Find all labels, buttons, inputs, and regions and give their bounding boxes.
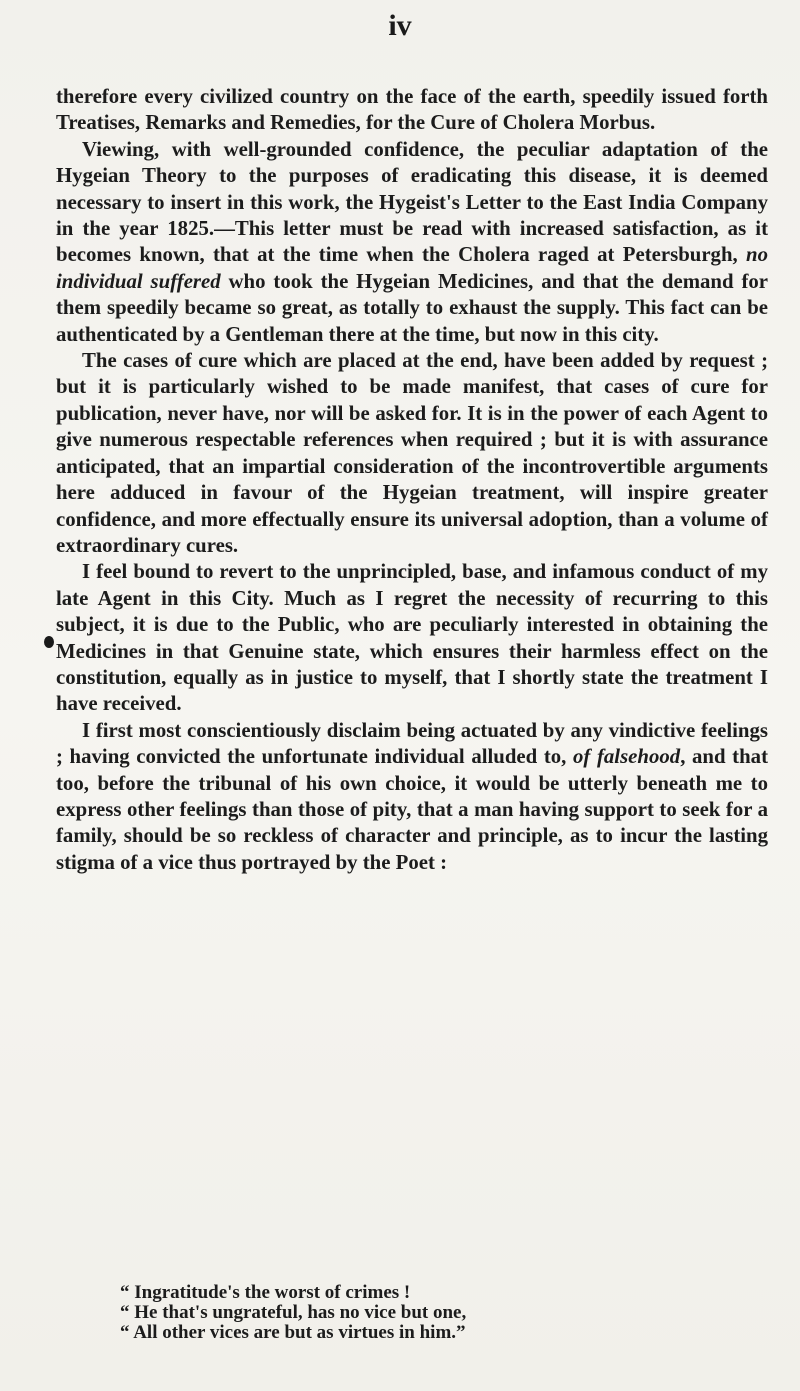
quote-line-1: “ Ingratitude's the worst of crimes ! <box>120 1282 411 1303</box>
paragraph-5-text-after: , and that too, before the tribunal of his own choice, it would be utterly beneath me to express other feelings than those of pity, that a man having support to seek for a family, should be so reckless of character and principle, as to incur the lasting stigma of a vice thus portrayed by the Poet : <box>56 745 768 874</box>
paragraph-4-text: I feel bound to revert to the unprincipled, base, and infamous conduct of my late Agent in this City. Much as I regret the necessity of recurring to this subject, it is due to the Public, who are peculiarly interested in obtaining the Medicines in that Genuine state, which ensures their harmless effect on the constitution, equally as in justice to myself, that I shortly state the treatment I have received. <box>56 560 768 716</box>
paragraph-2 <box>56 137 768 348</box>
quote-line-3: “ All other vices are but as virtues in him.” <box>120 1322 466 1343</box>
page-number: iv <box>388 9 412 42</box>
paragraph-4 <box>56 559 768 717</box>
paragraph-3 <box>56 348 768 559</box>
margin-mark <box>44 636 54 648</box>
quote-line-2: “ He that's ungrateful, has no vice but one, <box>120 1302 467 1323</box>
paragraph-2-text-after: who took the Hygeian Medicines, and that the demand for them speedily became so great, as totally to exhaust the supply. This fact can be authenticated by a Gentleman there at the time, but now in this city. <box>56 269 768 346</box>
body-text <box>56 84 768 876</box>
paragraph-5-emphasis: of falsehood <box>573 745 681 769</box>
paragraph-5-text-before: I first most conscientiously disclaim being actuated by any vindictive feelings ; having convicted the unfortunate individual alluded to, <box>56 718 768 769</box>
paragraph-1 <box>56 84 768 137</box>
paragraph-2-emphasis: no individual suffered <box>56 243 768 293</box>
paragraph-1-text: therefore every civilized country on the face of the earth, speedily issued forth Treatises, Remarks and Remedies, for the Cure of Cholera Morbus. <box>56 85 768 135</box>
paragraph-5 <box>56 718 768 876</box>
paragraph-2-text-before: Viewing, with well-grounded confidence, the peculiar adaptation of the Hygeian Theory to the purposes of eradicating this disease, it is deemed necessary to insert in this work, the Hygeist's Letter to the East India Company in the year 1825.—This letter must be read with increased satisfaction, as it becomes known, that at the time when the Cholera raged at Petersburgh, <box>56 137 768 267</box>
poet-quote <box>120 1283 680 1343</box>
paragraph-3-text: The cases of cure which are placed at the end, have been added by request ; but it is particularly wished to be made manifest, that cases of cure for publication, never have, nor will be asked for. It is in the power of each Agent to give numerous respectable references when required ; but it is with assurance anticipated, that an impartial consideration of the incontrovertible arguments here adduced in favour of the Hygeian treatment, will inspire greater confidence, and more effectually ensure its universal adoption, than a volume of extraordinary cures. <box>56 349 768 557</box>
